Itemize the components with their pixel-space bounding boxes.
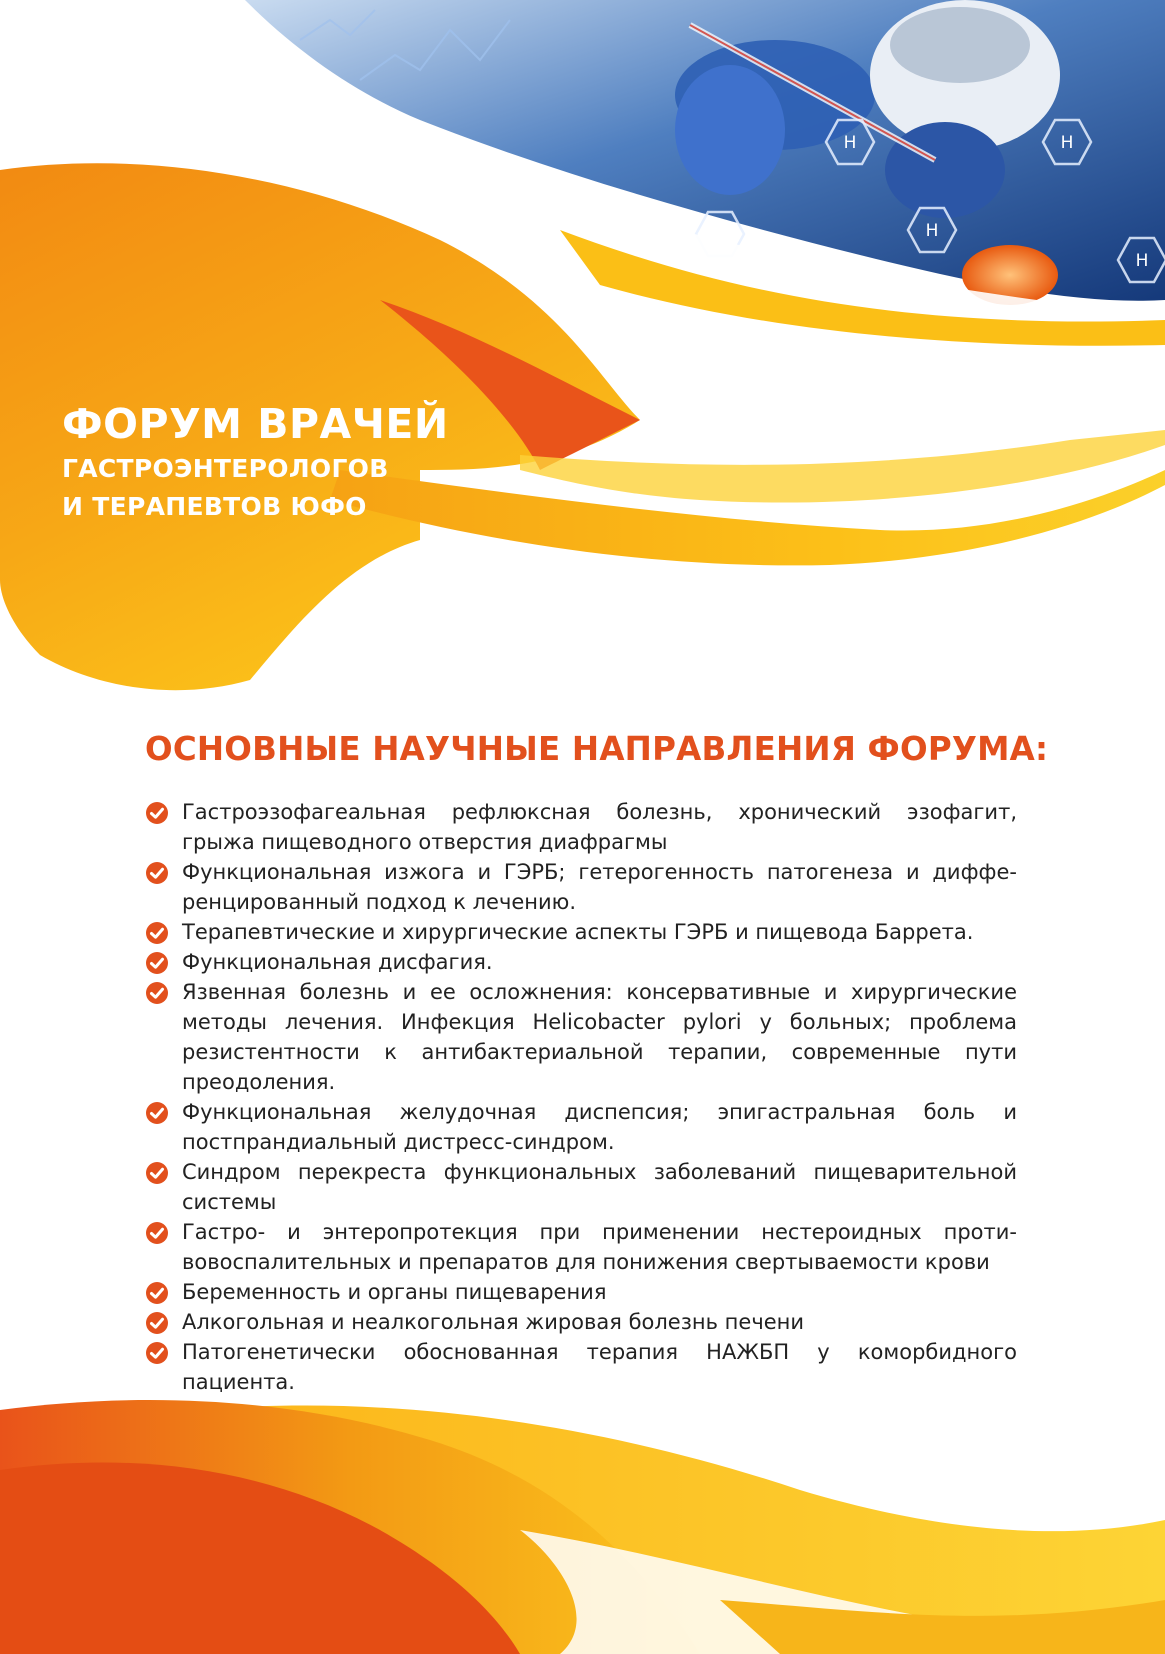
section-heading: ОСНОВНЫЕ НАУЧНЫЕ НАПРАВЛЕНИЯ ФОРУМА: bbox=[145, 730, 1049, 768]
list-item-text: Беременность и органы пищеварения bbox=[182, 1280, 607, 1304]
list-item bbox=[145, 1097, 1017, 1157]
list-item bbox=[145, 1277, 1017, 1307]
check-circle-icon bbox=[145, 1281, 169, 1305]
list-item-text: Функциональная изжога и ГЭРБ; гетерогенность патогенеза и диффе-ренцированный подход к лечению. bbox=[182, 860, 1017, 914]
svg-text:H: H bbox=[925, 221, 939, 241]
list-item bbox=[145, 1307, 1017, 1337]
check-circle-icon bbox=[145, 861, 169, 885]
list-item-text: Язвенная болезнь и ее осложнения: консервативные и хирургические методы лечения. Инфекция Helicobacter pylori у больных; проблема резистентности к антибактериальной терапии, современные пути преодоления. bbox=[182, 980, 1017, 1094]
list-item-text: Алкогольная и неалкогольная жировая болезнь печени bbox=[182, 1310, 805, 1334]
check-circle-icon bbox=[145, 1101, 169, 1125]
list-item-text: Гастроэзофагеальная рефлюксная болезнь, хронический эзофагит, грыжа пищеводного отверстия диафрагмы bbox=[182, 800, 1017, 854]
forum-title bbox=[62, 398, 449, 526]
svg-text:H: H bbox=[713, 225, 727, 245]
list-item bbox=[145, 977, 1017, 1097]
check-circle-icon bbox=[145, 921, 169, 945]
list-item-text: Терапевтические и хирургические аспекты ГЭРБ и пищевода Баррета. bbox=[182, 920, 974, 944]
check-circle-icon bbox=[145, 981, 169, 1005]
list-item bbox=[145, 947, 1017, 977]
list-item bbox=[145, 797, 1017, 857]
check-circle-icon bbox=[145, 1161, 169, 1185]
list-item-text: Функциональная дисфагия. bbox=[182, 950, 493, 974]
check-circle-icon bbox=[145, 1221, 169, 1245]
check-circle-icon bbox=[145, 801, 169, 825]
list-item bbox=[145, 1157, 1017, 1217]
check-circle-icon bbox=[145, 1341, 169, 1365]
topics-list bbox=[145, 797, 1017, 1397]
title-line-2: ГАСТРОЭНТЕРОЛОГОВ bbox=[62, 454, 389, 483]
list-item-text: Функциональная желудочная диспепсия; эпигастральная боль и постпрандиальный дистресс-синдром. bbox=[182, 1100, 1017, 1154]
list-item bbox=[145, 917, 1017, 947]
check-circle-icon bbox=[145, 951, 169, 975]
list-item-text: Синдром перекреста функциональных заболеваний пищеварительной системы bbox=[182, 1160, 1017, 1214]
list-item-text: Гастро- и энтеропротекция при применении нестероидных проти-вовоспалительных и препаратов для понижения свертываемости крови bbox=[182, 1220, 1017, 1274]
svg-text:H: H bbox=[1060, 133, 1074, 153]
svg-text:H: H bbox=[843, 133, 857, 153]
list-item bbox=[145, 857, 1017, 917]
list-item-text: Патогенетически обоснованная терапия НАЖБП у коморбидного пациента. bbox=[182, 1340, 1017, 1394]
svg-text:H: H bbox=[1135, 251, 1149, 271]
list-item bbox=[145, 1337, 1017, 1397]
list-item bbox=[145, 1217, 1017, 1277]
title-line-3: И ТЕРАПЕВТОВ ЮФО bbox=[62, 492, 367, 521]
title-line-1: ФОРУМ ВРАЧЕЙ bbox=[62, 400, 449, 448]
check-circle-icon bbox=[145, 1311, 169, 1335]
